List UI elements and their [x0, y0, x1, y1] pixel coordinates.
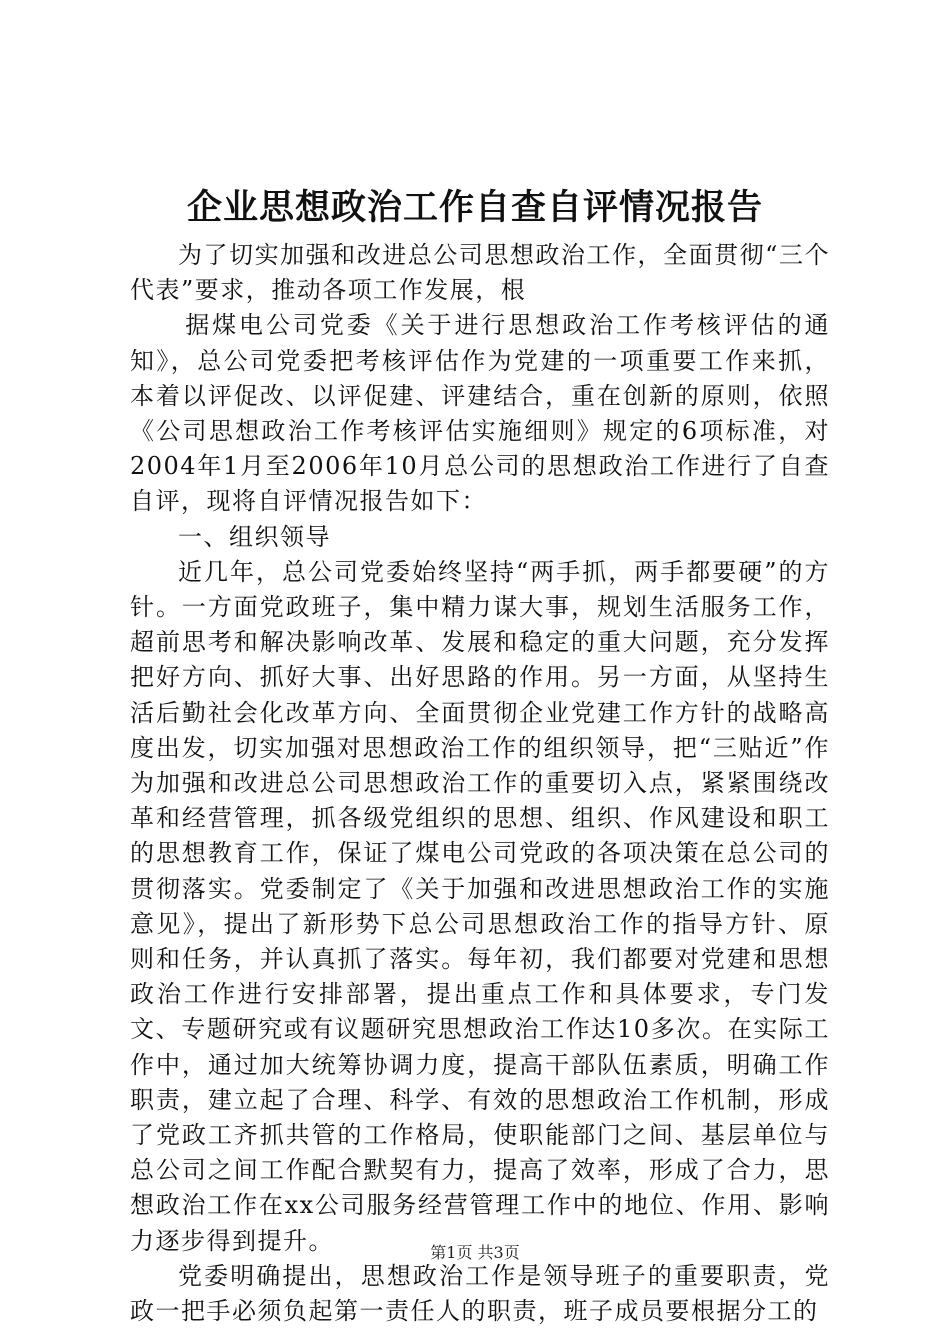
paragraph-responsibility: 党委明确提出，思想政治工作是领导班子的重要职责，党政一把手必须负起第一责任人的职责，班子成员要根据分工的: [130, 1261, 830, 1326]
section-heading-organization: 一、组织领导: [178, 522, 331, 551]
paragraph-basis: 据煤电公司党委《关于进行思想政治工作考核评估的通知》，总公司党委把考核评估作为党建的一项重要工作来抓，本着以评促改、以评促建、评建结合，重在创新的原则，依照《公司思想政治工作考核评估实施细则》规定的6项标准，对2004年1月至2006年10月总公司的思想政治工作进行了自查自评，现将自评情况报告如下：: [130, 311, 830, 516]
document-title: 企业思想政治工作自查自评情况报告: [186, 187, 763, 228]
document-body: [130, 238, 830, 1329]
paragraph-organization: 近几年，总公司党委始终坚持“两手抓，两手都要硬”的方针。一方面党政班子，集中精力谋大事，规划生活服务工作，超前思考和解决影响改革、发展和稳定的重大问题，充分发挥把好方向、抓好大事、出好思路的作用。另一方面，从坚持生活后勤社会化改革方向、全面贯彻企业党建工作方针的战略高度出发，切实加强对思想政治工作的组织领导，把“三贴近”作为加强和改进总公司思想政治工作的重要切入点，紧紧围绕改革和经营管理，抓各级党组织的思想、组织、作风建设和职工的思想教育工作，保证了煤电公司党政的各项决策在总公司的贯彻落实。党委制定了《关于加强和改进思想政治工作的实施意见》，提出了新形势下总公司思想政治工作的指导方针、原则和任务，并认真抓了落实。每年初，我们都要对党建和思想政治工作进行安排部署，提出重点工作和具体要求，专门发文、专题研究或有议题研究思想政治工作达10多次。在实际工作中，通过加大统筹协调力度，提高干部队伍素质，明确工作职责，建立起了合理、科学、有效的思想政治工作机制，形成了党政工齐抓共管的工作格局，使职能部门之间、基层单位与总公司之间工作配合默契有力，提高了效率，形成了合力，思想政治工作在xx公司服务经营管理工作中的地位、作用、影响力逐步得到提升。: [130, 557, 830, 1255]
paragraph-intro: 为了切实加强和改进总公司思想政治工作，全面贯彻“三个代表”要求，推动各项工作发展，根: [130, 241, 830, 305]
page-footer: 第1页 共3页: [430, 1243, 520, 1262]
